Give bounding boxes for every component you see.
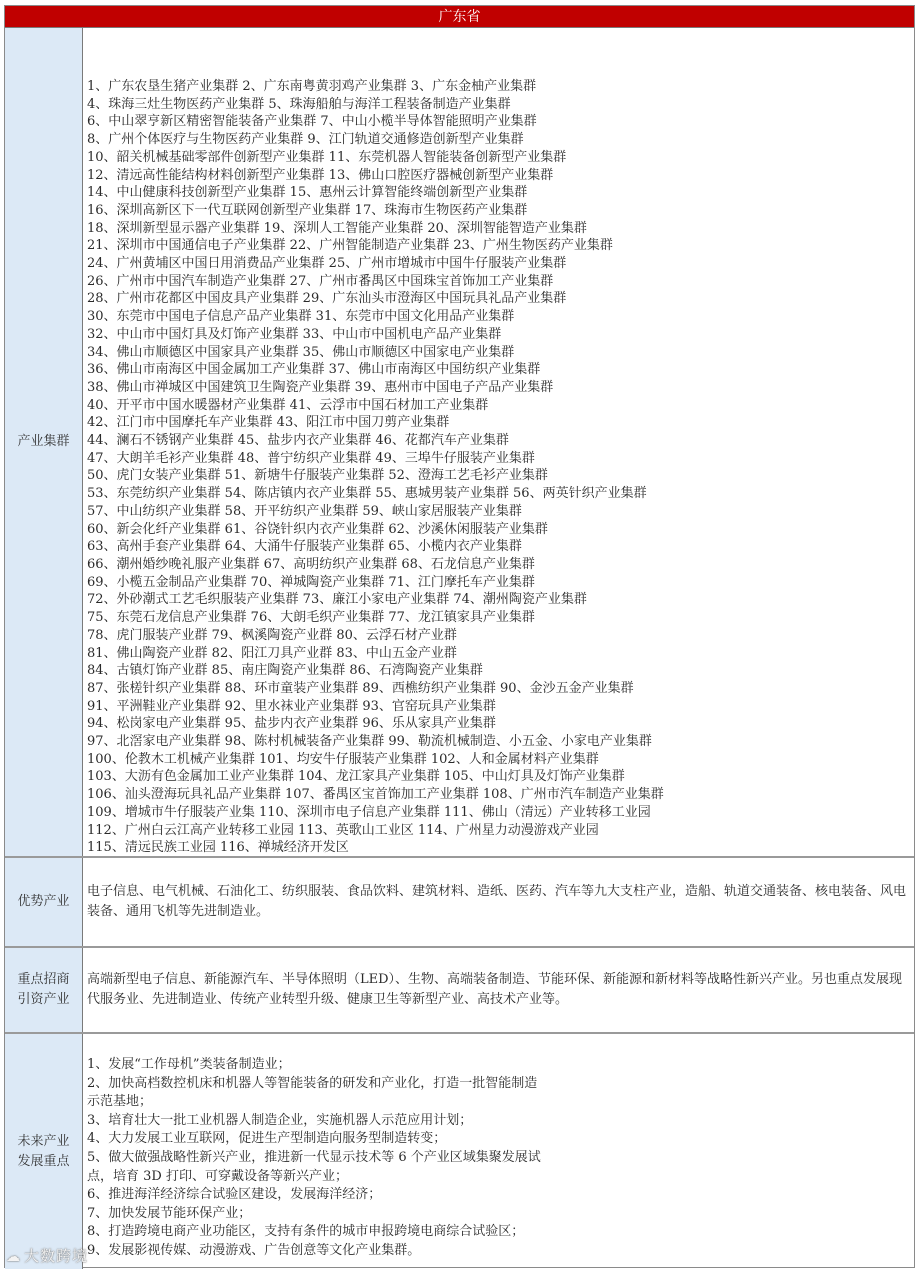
cluster-line: 16、深圳高新区下一代互联网创新型产业集群 17、珠海市生物医药产业集群 (87, 202, 528, 218)
cluster-line: 26、广州市中国汽车制造产业集群 27、广州市番禺区中国珠宝首饰加工产业集群 (87, 273, 554, 289)
table-header: 广东省 (5, 6, 914, 28)
cluster-line: 57、中山纺织产业集群 58、开平纺织产业集群 59、峡山家居服装产业集群 (87, 503, 522, 519)
cluster-line: 103、大沥有色金属加工业产业集群 104、龙江家具产业集群 105、中山灯具及灯饰产业集群 (87, 769, 625, 785)
row-label-text: 重点招商引资产业 (17, 972, 70, 1007)
advantage-text: 电子信息、电气机械、石油化工、纺织服装、食品饮料、建筑材料、造纸、医药、汽车等九大支柱产业，造船、轨道交通装备、核电装备、风电装备、通用飞机等先进制造业。 (87, 884, 907, 919)
cluster-line: 42、江门市中国摩托车产业集群 43、阳江市中国刀剪产业集群 (87, 415, 450, 431)
cluster-line: 109、增城市牛仔服装产业集 110、深圳市电子信息产业集群 111、佛山（清远）产业转移工业园 (87, 804, 651, 820)
row-advantage-industries (5, 858, 914, 948)
cluster-line: 40、开平市中国水暖器材产业集群 41、云浮市中国石材加工产业集群 (87, 397, 489, 413)
cluster-line: 47、大朗羊毛衫产业集群 48、普宁纺织产业集群 49、三埠牛仔服装产业集群 (87, 450, 535, 466)
cluster-line: 75、东莞石龙信息产业集群 76、大朗毛织产业集群 77、龙江镇家具产业集群 (87, 610, 535, 626)
future-item: 5、做大做强战略性新兴产业，推进新一代显示技术等 6 个产业区域集聚发展试 (87, 1149, 541, 1165)
row-industrial-clusters (5, 28, 914, 858)
future-list (83, 1034, 914, 1269)
row-label (5, 948, 83, 1032)
cluster-line: 81、佛山陶瓷产业群 82、阳江刀具产业群 83、中山五金产业群 (87, 645, 457, 661)
cluster-line: 53、东莞纺织产业集群 54、陈店镇内衣产业集群 55、惠城男装产业集群 56、两英针织产业集群 (87, 486, 647, 502)
cluster-line: 24、广州黄埔区中国日用消费品产业集群 25、广州市增城市中国牛仔服装产业集群 (87, 256, 567, 272)
cluster-line: 4、珠海三灶生物医药产业集群 5、珠海船舶与海洋工程装备制造产业集群 (87, 96, 511, 112)
cluster-line: 12、清远高性能结构材料创新型产业集群 13、佛山口腔医疗器械创新型产业集群 (87, 167, 554, 183)
cluster-line: 21、深圳市中国通信电子产业集群 22、广州智能制造产业集群 23、广州生物医药产业集群 (87, 238, 613, 254)
cloud-logo-icon: ☁ (6, 1249, 21, 1265)
cluster-line: 112、广州白云江高产业转移工业园 113、英歌山工业区 114、广州星力动漫游戏产业园 (87, 822, 599, 838)
cluster-line: 69、小榄五金制品产业集群 70、禅城陶瓷产业集群 71、江门摩托车产业集群 (87, 574, 535, 590)
cluster-line: 10、韶关机械基础零部件创新型产业集群 11、东莞机器人智能装备创新型产业集群 (87, 149, 567, 165)
row-future-focus (5, 1034, 914, 1269)
row-label-text: 未来产业发展重点 (17, 1133, 70, 1169)
future-item: 4、大力发展工业互联网，促进生产型制造向服务型制造转变； (87, 1131, 447, 1147)
cluster-line: 18、深圳新型显示器产业集群 19、深圳人工智能产业集群 20、深圳智能智造产业集群 (87, 220, 587, 236)
watermark (6, 1245, 88, 1266)
cluster-line: 60、新会化纤产业集群 61、谷饶针织内衣产业集群 62、沙溪休闲服装产业集群 (87, 521, 548, 537)
future-item: 3、培育壮大一批工业机器人制造企业，实施机器人示范应用计划； (87, 1112, 473, 1128)
investment-text: 高端新型电子信息、新能源汽车、半导体照明（LED）、生物、高端装备制造、节能环保、新能源和新材料等战略性新兴产业。另也重点发展现代服务业、先进制造业、传统产业转型升级、健康卫生等新型产业、高技术产业等。 (87, 972, 903, 1007)
cluster-line: 8、广州个体医疗与生物医药产业集群 9、江门轨道交通修造创新型产业集群 (87, 132, 524, 148)
cluster-line: 91、平洲鞋业产业集群 92、里水袜业产业集群 93、官窑玩具产业集群 (87, 698, 496, 714)
cluster-line: 63、高州手套产业集群 64、大涌牛仔服装产业集群 65、小榄内衣产业集群 (87, 539, 522, 555)
future-item: 1、发展“工作母机”类装备制造业； (87, 1057, 291, 1072)
cluster-line: 30、东莞市中国电子信息产品产业集群 31、东莞市中国文化用品产业集群 (87, 309, 515, 325)
cluster-line: 38、佛山市禅城区中国建筑卫生陶瓷产业集群 39、惠州市中国电子产品产业集群 (87, 379, 554, 395)
row-investment-industries (5, 948, 914, 1034)
future-item: 示范基地； (87, 1094, 153, 1110)
row-label: 产业集群 (5, 28, 83, 856)
cluster-line: 106、汕头澄海玩具礼品产业集群 107、番禺区宝首饰加工产业集群 108、广州市汽车制造产业集群 (87, 787, 664, 803)
future-item: 点，培育 3D 打印、可穿戴设备等新兴产业； (87, 1168, 348, 1184)
watermark-text: 大数跨境 (24, 1247, 89, 1265)
cluster-line: 44、澜石不锈钢产业集群 45、盐步内衣产业集群 46、花都汽车产业集群 (87, 433, 509, 449)
cluster-line: 115、清远民族工业园 116、禅城经济开发区 (87, 840, 349, 856)
cluster-line: 34、佛山市顺德区中国家具产业集群 35、佛山市顺德区中国家电产业集群 (87, 344, 515, 360)
cluster-line: 100、伦教木工机械产业集群 101、均安牛仔服装产业集群 102、人和金属材料产业集群 (87, 751, 599, 767)
cluster-line: 36、佛山市南海区中国金属加工产业集群 37、佛山市南海区中国纺织产业集群 (87, 362, 541, 378)
cluster-line: 32、中山市中国灯具及灯饰产业集群 33、中山市中国机电产品产业集群 (87, 326, 502, 342)
row-label (5, 1034, 83, 1269)
row-label: 优势产业 (5, 858, 83, 946)
cluster-line: 72、外砂潮式工艺毛织服装产业集群 73、廉江小家电产业集群 74、潮州陶瓷产业集群 (87, 592, 587, 608)
cluster-list (83, 28, 914, 856)
cluster-line: 87、张槎针织产业集群 88、环市童装产业集群 89、西樵纺织产业集群 90、金沙五金产业集群 (87, 680, 634, 696)
cluster-line: 14、中山健康科技创新型产业集群 15、惠州云计算智能终端创新型产业集群 (87, 185, 528, 201)
cluster-line: 78、虎门服装产业群 79、枫溪陶瓷产业群 80、云浮石材产业群 (87, 627, 457, 643)
cluster-line: 94、松岗家电产业集群 95、盐步内衣产业集群 96、乐从家具产业集群 (87, 716, 496, 732)
cluster-line: 66、潮州婚纱晚礼服产业集群 67、高明纺织产业集群 68、石龙信息产业集群 (87, 556, 535, 572)
cluster-line: 6、中山翠亨新区精密智能装备产业集群 7、中山小榄半导体智能照明产业集群 (87, 114, 537, 130)
cluster-line: 84、古镇灯饰产业群 85、南庄陶瓷产业集群 86、石湾陶瓷产业集群 (87, 663, 483, 679)
future-item: 6、推进海洋经济综合试验区建设，发展海洋经济； (87, 1187, 382, 1203)
future-item: 2、加快高档数控机床和机器人等智能装备的研发和产业化，打造一批智能制造 (87, 1075, 538, 1091)
cluster-line: 97、北滘家电产业集群 98、陈村机械装备产业集群 99、勒流机械制造、小五金、小家电产业集群 (87, 734, 652, 750)
province-table (4, 5, 915, 1268)
future-item: 7、加快发展节能环保产业； (87, 1205, 252, 1221)
cluster-line: 28、广州市花都区中国皮具产业集群 29、广东汕头市澄海区中国玩具礼品产业集群 (87, 291, 567, 307)
future-item: 8、打造跨境电商产业功能区，支持有条件的城市申报跨境电商综合试验区； (87, 1224, 525, 1240)
future-item: 9、发展影视传媒、动漫游戏、广告创意等文化产业集群。 (87, 1242, 421, 1258)
cluster-line: 1、广东农垦生猪产业集群 2、广东南粤黄羽鸡产业集群 3、广东金柚产业集群 (87, 79, 537, 94)
cluster-line: 50、虎门女装产业集群 51、新塘牛仔服装产业集群 52、澄海工艺毛衫产业集群 (87, 468, 548, 484)
